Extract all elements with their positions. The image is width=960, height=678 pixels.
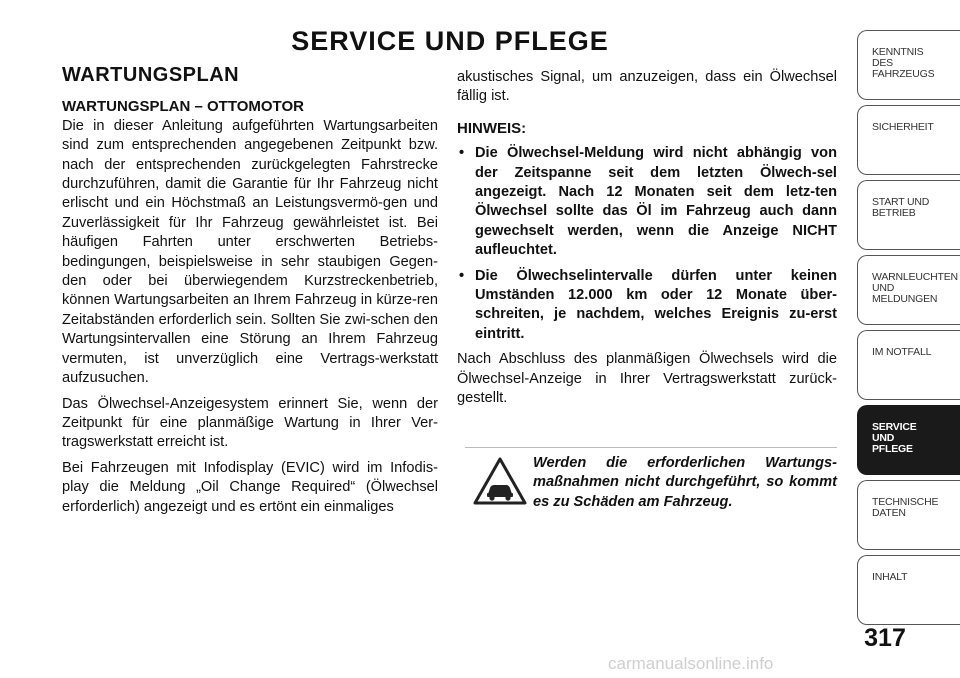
- warning-box: [465, 447, 837, 512]
- tab-im-notfall[interactable]: [857, 330, 960, 400]
- tab-service-und-pflege[interactable]: [857, 405, 960, 475]
- page-title: SERVICE UND PFLEGE: [291, 26, 609, 56]
- tab-technische-daten[interactable]: [857, 480, 960, 550]
- note-item: • Die Ölwechselintervalle dürfen unter keinen Umständen 12.000 km oder 12 Monate über-schreiten, je nachdem, welches Ereignis zu-erst eintritt.: [457, 267, 837, 345]
- section-title: WARTUNGSPLAN: [62, 64, 240, 86]
- tab-label: KENNTNIS DES FAHRZEUGS: [872, 46, 935, 80]
- watermark: carmanualsonline.info: [608, 654, 774, 673]
- note-label: HINWEIS:: [457, 119, 527, 137]
- tab-label: SERVICE UND PFLEGE: [872, 421, 917, 455]
- paragraph: Das Ölwechsel-Anzeigesystem erinnert Sie, wenn der Zeitpunkt für eine planmäßige Wartung in Ihrer Ver-tragswerkstatt erreicht ist.: [62, 395, 438, 451]
- chapter-tabs: [857, 30, 960, 624]
- warning-text: Werden die erforderlichen Wartungs-maßnahmen nicht durchgeführt, so kommt es zu Schäden am Fahrzeug.: [533, 455, 837, 510]
- subsection-title: WARTUNGSPLAN – OTTOMOTOR: [62, 98, 304, 116]
- tab-label: IM NOTFALL: [872, 346, 932, 358]
- note-item: • Die Ölwechsel-Meldung wird nicht abhängig von der Zeitspanne seit dem letzten Ölwech-sel angezeigt. Nach 12 Monaten seit dem letz-ten Ölwechsel sollte das Öl im Fahrzeug auch dann gewechselt werden, wenn die Anzeige NICHT aufleuchtet.: [457, 144, 837, 260]
- page-number: 317: [864, 624, 906, 652]
- note-list: [457, 144, 837, 344]
- left-column: [62, 66, 438, 523]
- right-column: [457, 68, 837, 415]
- tab-label: WARNLEUCHTEN UND MELDUNGEN: [872, 271, 958, 305]
- tab-sicherheit[interactable]: [857, 105, 960, 175]
- tab-label: INHALT: [872, 571, 908, 583]
- paragraph: Bei Fahrzeugen mit Infodisplay (EVIC) wird im Infodis-play die Meldung „Oil Change Required“ (Ölwechsel erforderlich) angezeigt und es ertönt ein einmaliges: [62, 459, 438, 515]
- paragraph: Die in dieser Anleitung aufgeführten Wartungsarbeiten sind zum entsprechenden angegebenen Zeitpunkt bzw. nach der entsprechenden zurückgelegten Fahrstrecke durchzuführen, damit die Garantie für Ihr Fahrzeug nicht erlischt und ein Höchstmaß an Leistungsvermö-gen und Zuverlässigkeit für Ihr Fahrzeug gewährleistet ist. Bei häufigen Fahrten unter erschwerten Betriebs-bedingungen, beispielsweise in sehr staubigen Gegen-den oder bei überwiegendem Kurzstreckenbetrieb, können Wartungsarbeiten an Ihrem Fahrzeug in kürze-ren Zeitabständen erforderlich sein. Sollten Sie zwi-schen den Wartungsintervallen eine Störung an Ihrem Fahrzeug vermuten, ist unverzüglich eine Vertrags-werkstatt aufzusuchen.: [62, 117, 438, 387]
- tab-kenntnis-des-fahrzeugs[interactable]: [857, 30, 960, 100]
- paragraph: Nach Abschluss des planmäßigen Ölwechsels wird die Ölwechsel-Anzeige in Ihrer Vertragswerkstatt zurück-gestellt.: [457, 351, 837, 407]
- tab-start-und-betrieb[interactable]: [857, 180, 960, 250]
- tab-warnleuchten-und-meldungen[interactable]: [857, 255, 960, 325]
- tab-label: SICHERHEIT: [872, 121, 934, 133]
- paragraph: akustisches Signal, um anzuzeigen, dass ein Ölwechsel fällig ist.: [457, 69, 837, 105]
- tab-inhalt[interactable]: [857, 555, 960, 625]
- tab-label: TECHNISCHE DATEN: [872, 496, 939, 519]
- tab-label: START UND BETRIEB: [872, 196, 930, 219]
- warning-triangle-car-icon: [473, 456, 527, 506]
